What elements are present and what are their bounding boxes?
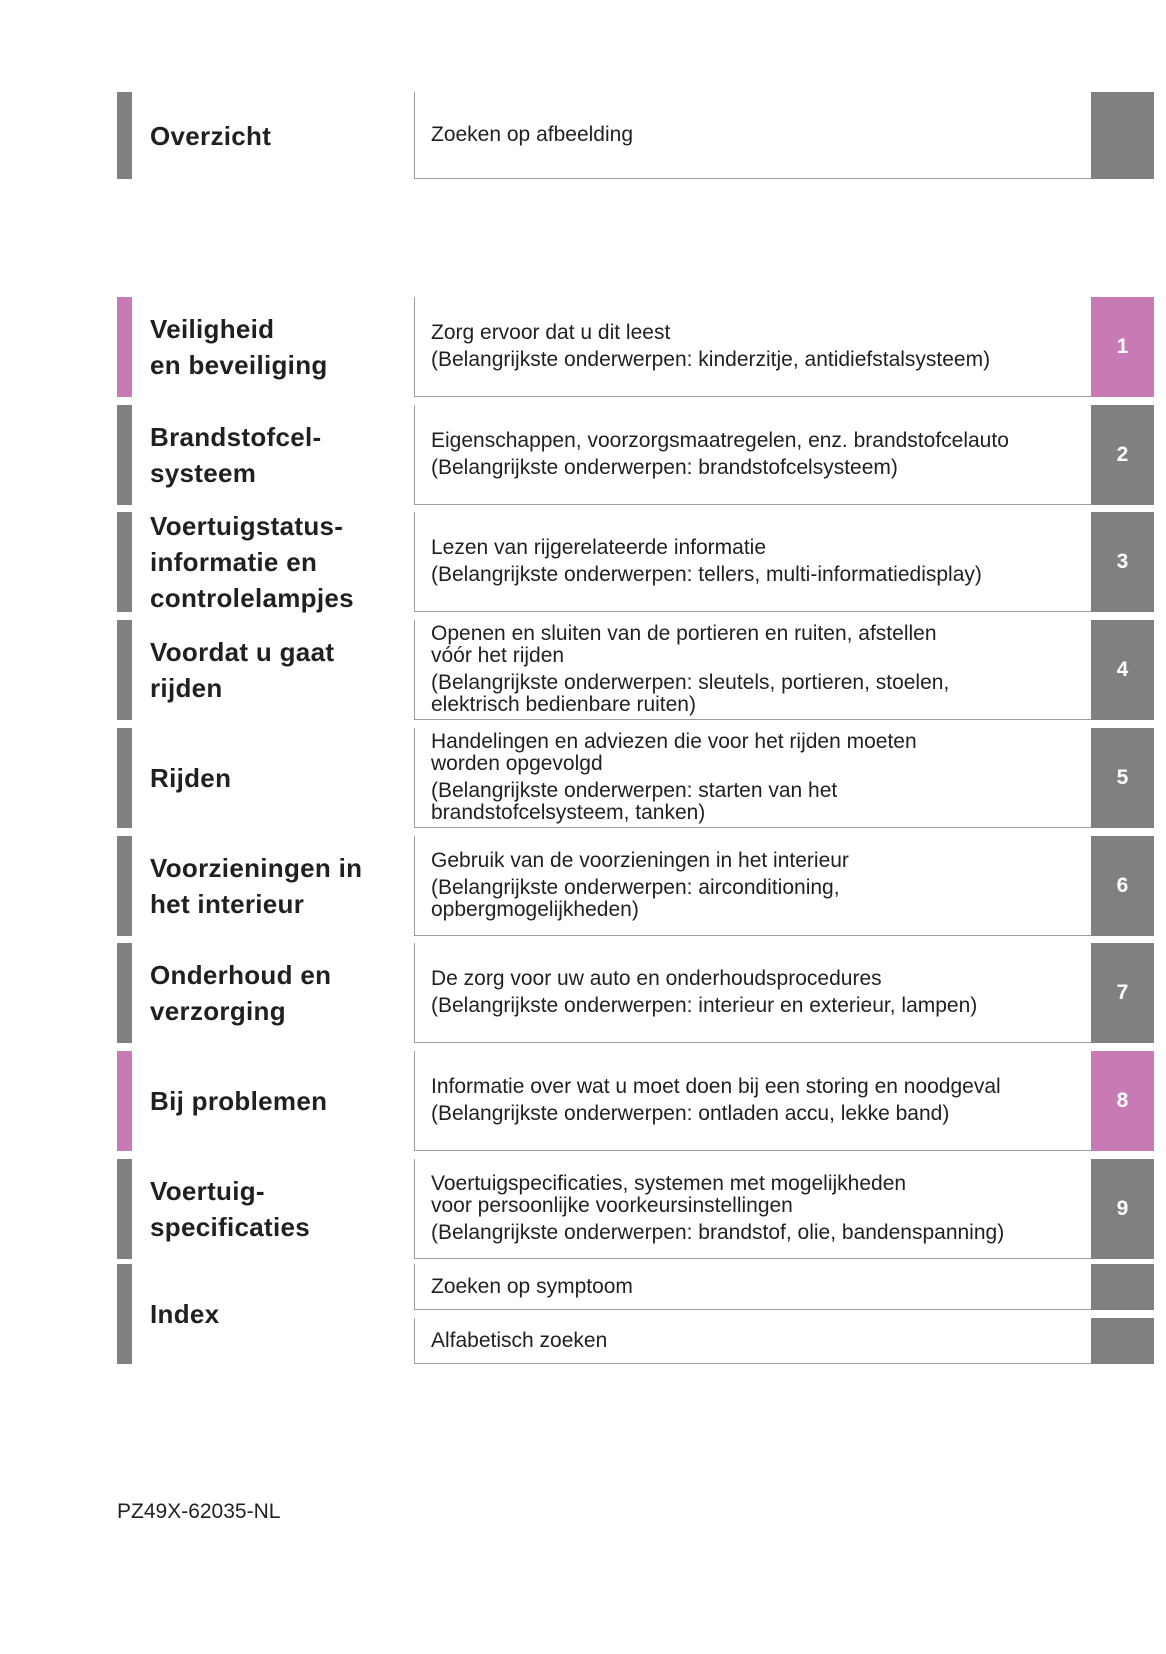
chapter-title: Veiligheid en beveiliging bbox=[150, 314, 328, 380]
overview-title: Overzicht bbox=[150, 120, 272, 151]
chapter-number: 2 bbox=[1116, 443, 1129, 466]
chapter-row-7[interactable] bbox=[0, 943, 1166, 1043]
chapter-tab[interactable] bbox=[1091, 1159, 1154, 1259]
chapter-row-5[interactable] bbox=[0, 728, 1166, 828]
chapter-topics: (Belangrijkste onderwerpen: interieur en exterieur, lampen) bbox=[431, 994, 978, 1017]
chapter-tab[interactable] bbox=[1091, 836, 1154, 936]
chapter-number: 7 bbox=[1116, 981, 1129, 1004]
chapter-box[interactable] bbox=[414, 620, 1091, 720]
chapter-topics: (Belangrijkste onderwerpen: ontladen accu, lekke band) bbox=[431, 1102, 950, 1125]
chapter-box[interactable] bbox=[414, 728, 1091, 828]
chapter-bar bbox=[117, 512, 132, 612]
index-item-alphabetical[interactable]: Alfabetisch zoeken bbox=[414, 1318, 1091, 1364]
chapter-number: 4 bbox=[1116, 658, 1129, 681]
chapter-topics: (Belangrijkste onderwerpen: starten van het brandstofcelsysteem, tanken) bbox=[431, 779, 838, 824]
chapter-box[interactable] bbox=[414, 405, 1091, 505]
chapter-box[interactable] bbox=[414, 943, 1091, 1043]
chapter-desc: Zorg ervoor dat u dit leest bbox=[431, 321, 671, 344]
chapter-title: Bij problemen bbox=[150, 1086, 328, 1116]
index-row bbox=[0, 1264, 1166, 1364]
chapter-number: 6 bbox=[1116, 874, 1129, 897]
chapter-box[interactable] bbox=[414, 297, 1091, 397]
overview-box[interactable] bbox=[414, 92, 1091, 179]
chapter-title: Rijden bbox=[150, 763, 232, 793]
chapter-box[interactable] bbox=[414, 1051, 1091, 1151]
chapter-row-8[interactable] bbox=[0, 1051, 1166, 1151]
chapter-number: 9 bbox=[1116, 1197, 1129, 1220]
chapter-row-6[interactable] bbox=[0, 836, 1166, 936]
index-tab-alphabetical[interactable] bbox=[1091, 1318, 1154, 1364]
chapter-desc: Informatie over wat u moet doen bij een storing en noodgeval bbox=[431, 1075, 1001, 1098]
chapter-topics: (Belangrijkste onderwerpen: brandstofcelsysteem) bbox=[431, 456, 898, 479]
chapter-desc: Lezen van rijgerelateerde informatie bbox=[431, 536, 767, 559]
chapter-number: 8 bbox=[1116, 1089, 1129, 1112]
chapter-tab[interactable] bbox=[1091, 1051, 1154, 1151]
overview-desc: Zoeken op afbeelding bbox=[431, 123, 633, 146]
chapter-row-4[interactable] bbox=[0, 620, 1166, 720]
chapter-desc: Handelingen en adviezen die voor het rijden moeten worden opgevolgd bbox=[431, 730, 917, 775]
chapter-tab[interactable] bbox=[1091, 620, 1154, 720]
chapter-number: 1 bbox=[1116, 335, 1129, 358]
chapter-desc: De zorg voor uw auto en onderhoudsprocedures bbox=[431, 967, 882, 990]
overview-row[interactable] bbox=[0, 92, 1166, 179]
chapter-bar bbox=[117, 620, 132, 720]
chapter-tab[interactable] bbox=[1091, 728, 1154, 828]
chapter-tab[interactable] bbox=[1091, 512, 1154, 612]
chapter-bar bbox=[117, 297, 132, 397]
chapter-desc: Voertuigspecificaties, systemen met mogelijkheden voor persoonlijke voorkeursinstellingen bbox=[431, 1172, 907, 1217]
chapter-tab[interactable] bbox=[1091, 297, 1154, 397]
chapter-bar bbox=[117, 1159, 132, 1259]
chapter-topics: (Belangrijkste onderwerpen: brandstof, olie, bandenspanning) bbox=[431, 1221, 1005, 1244]
chapter-title: Onderhoud en verzorging bbox=[150, 960, 332, 1026]
chapter-bar bbox=[117, 405, 132, 505]
chapter-tab[interactable] bbox=[1091, 943, 1154, 1043]
index-bar bbox=[117, 1264, 132, 1364]
index-item-symptom[interactable]: Zoeken op symptoom bbox=[414, 1264, 1091, 1310]
chapter-bar bbox=[117, 836, 132, 936]
overview-tab[interactable] bbox=[1091, 92, 1154, 179]
chapter-bar bbox=[117, 1051, 132, 1151]
chapter-row-3[interactable] bbox=[0, 512, 1166, 612]
chapter-topics: (Belangrijkste onderwerpen: kinderzitje, antidiefstalsysteem) bbox=[431, 348, 991, 371]
chapter-bar bbox=[117, 728, 132, 828]
chapter-title: Voordat u gaat rijden bbox=[150, 637, 335, 703]
chapter-box[interactable] bbox=[414, 512, 1091, 612]
chapter-number: 3 bbox=[1116, 550, 1129, 573]
chapter-title: Voertuigstatus- informatie en controlelampjes bbox=[150, 511, 354, 613]
chapter-topics: (Belangrijkste onderwerpen: airconditioning, opbergmogelijkheden) bbox=[431, 876, 840, 921]
chapter-row-9[interactable] bbox=[0, 1159, 1166, 1259]
chapter-number: 5 bbox=[1116, 766, 1129, 789]
document-code: PZ49X-62035-NL bbox=[117, 1500, 281, 1523]
chapter-title: Brandstofcel- systeem bbox=[150, 422, 322, 488]
chapter-row-2[interactable] bbox=[0, 405, 1166, 505]
chapter-box[interactable] bbox=[414, 836, 1091, 936]
chapter-tab[interactable] bbox=[1091, 405, 1154, 505]
chapter-desc: Eigenschappen, voorzorgsmaatregelen, enz. brandstofcelauto bbox=[431, 429, 1009, 452]
chapter-row-1[interactable] bbox=[0, 297, 1166, 397]
chapter-topics: (Belangrijkste onderwerpen: tellers, multi-informatiedisplay) bbox=[431, 563, 982, 586]
chapter-title: Voertuig- specificaties bbox=[150, 1176, 310, 1242]
chapter-title: Voorzieningen in het interieur bbox=[150, 853, 363, 919]
chapter-desc: Gebruik van de voorzieningen in het interieur bbox=[431, 849, 849, 872]
chapter-bar bbox=[117, 943, 132, 1043]
index-title: Index bbox=[150, 1299, 220, 1329]
chapter-desc: Openen en sluiten van de portieren en ruiten, afstellen vóór het rijden bbox=[431, 622, 937, 667]
chapter-box[interactable] bbox=[414, 1159, 1091, 1259]
chapter-topics: (Belangrijkste onderwerpen: sleutels, portieren, stoelen, elektrisch bedienbare ruiten) bbox=[431, 671, 950, 716]
index-tab-symptom[interactable] bbox=[1091, 1264, 1154, 1310]
overview-bar bbox=[117, 92, 132, 179]
